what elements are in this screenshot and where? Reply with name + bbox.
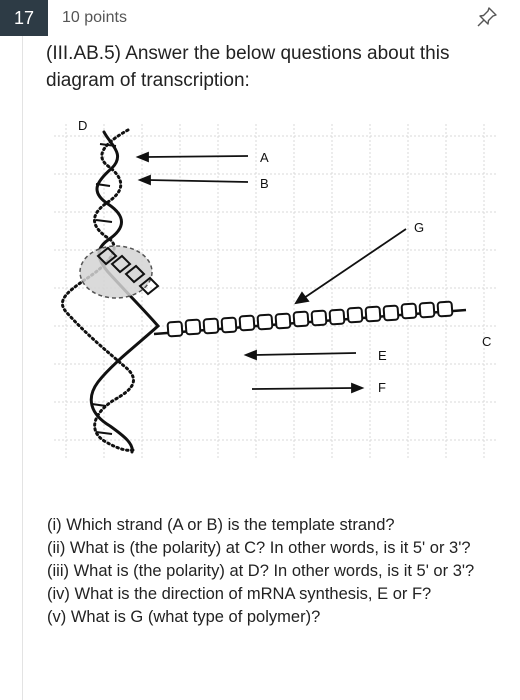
label-c: C [482,334,492,349]
transcription-diagram [46,114,506,469]
question-number: 17 [0,0,48,36]
subquestion-4: (iv) What is the direction of mRNA synthesis, E or F? [47,585,432,603]
subquestion-5: (v) What is G (what type of polymer)? [47,608,321,626]
subquestion-3: (iii) What is (the polarity) at D? In other words, is it 5' or 3'? [47,562,475,580]
label-f: F [378,380,386,395]
mrna-strand [154,302,466,337]
label-arrows [138,153,406,392]
subquestion-1: (i) Which strand (A or B) is the template strand? [47,516,395,534]
label-b: B [260,176,269,191]
label-d: D [78,118,88,133]
left-divider [22,36,23,700]
label-g: G [414,220,425,235]
question-points: 10 points [62,9,127,26]
question-title: (III.AB.5) Answer the below questions about this diagram of transcription: [46,43,450,91]
label-e: E [378,348,387,363]
label-a: A [260,150,269,165]
subquestions-list [47,514,507,629]
pin-icon[interactable] [476,6,498,28]
subquestion-2: (ii) What is (the polarity) at C? In other words, is it 5' or 3'? [47,539,471,557]
